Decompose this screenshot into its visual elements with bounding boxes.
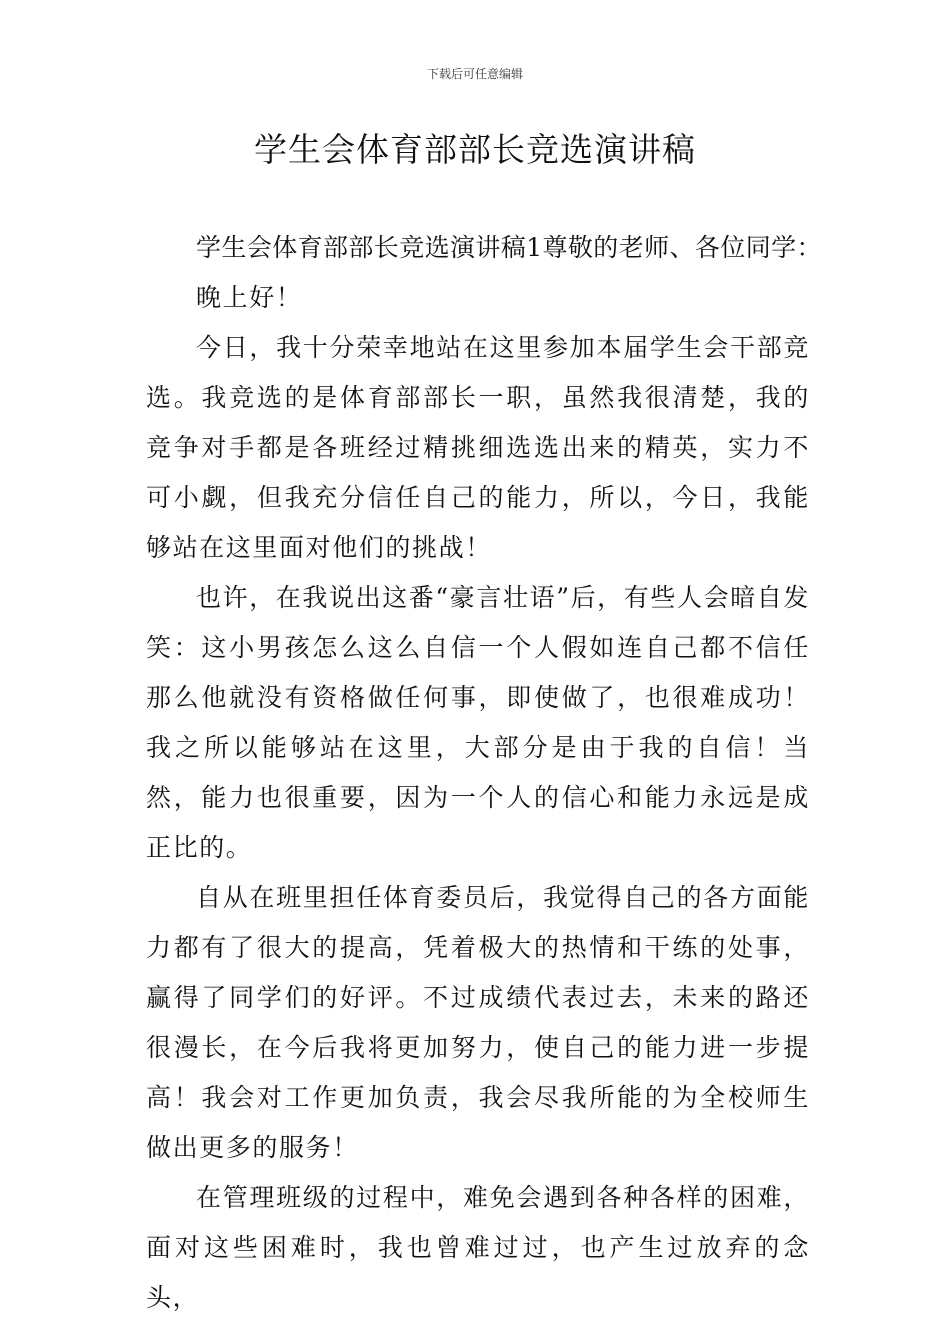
paragraph-greeting: 晚上好！ bbox=[196, 283, 303, 312]
paragraph: 今日，我十分荣幸地站在这里参加本届学生会干部竞选。我竞选的是体育部部长一职，虽然我很清楚，我的竞争对手都是各班经过精挑细选选出来的精英，实力不可小觑，但我充分信任自己的能力，所以，今日，我能够站在这里面对他们的挑战！ bbox=[146, 333, 810, 562]
paragraph: 在管理班级的过程中，难免会遇到各种各样的困难，面对这些困难时，我也曾难过过，也产生过放弃的念头， bbox=[146, 1183, 810, 1312]
document-body bbox=[146, 223, 822, 1323]
paragraph: 自从在班里担任体育委员后，我觉得自己的各方面能力都有了很大的提高，凭着极大的热情和干练的处事，赢得了同学们的好评。不过成绩代表过去，未来的路还很漫长，在今后我将更加努力，使自己的能力进一步提高！我会对工作更加负责，我会尽我所能的为全校师生做出更多的服务！ bbox=[146, 883, 810, 1162]
paragraph-opening: 学生会体育部部长竞选演讲稿1尊敬的老师、各位同学： bbox=[196, 233, 822, 262]
page-header-note: 下载后可任意编辑 bbox=[426, 67, 523, 81]
document-title: 学生会体育部部长竞选演讲稿 bbox=[254, 130, 696, 169]
paragraph: 也许，在我说出这番“豪言壮语”后，有些人会暗自发笑：这小男孩怎么这么自信一个人假如连自己都不信任那么他就没有资格做任何事，即使做了，也很难成功！我之所以能够站在这里，大部分是由于我的自信！当然，能力也很重要，因为一个人的信心和能力永远是成正比的。 bbox=[146, 583, 810, 862]
